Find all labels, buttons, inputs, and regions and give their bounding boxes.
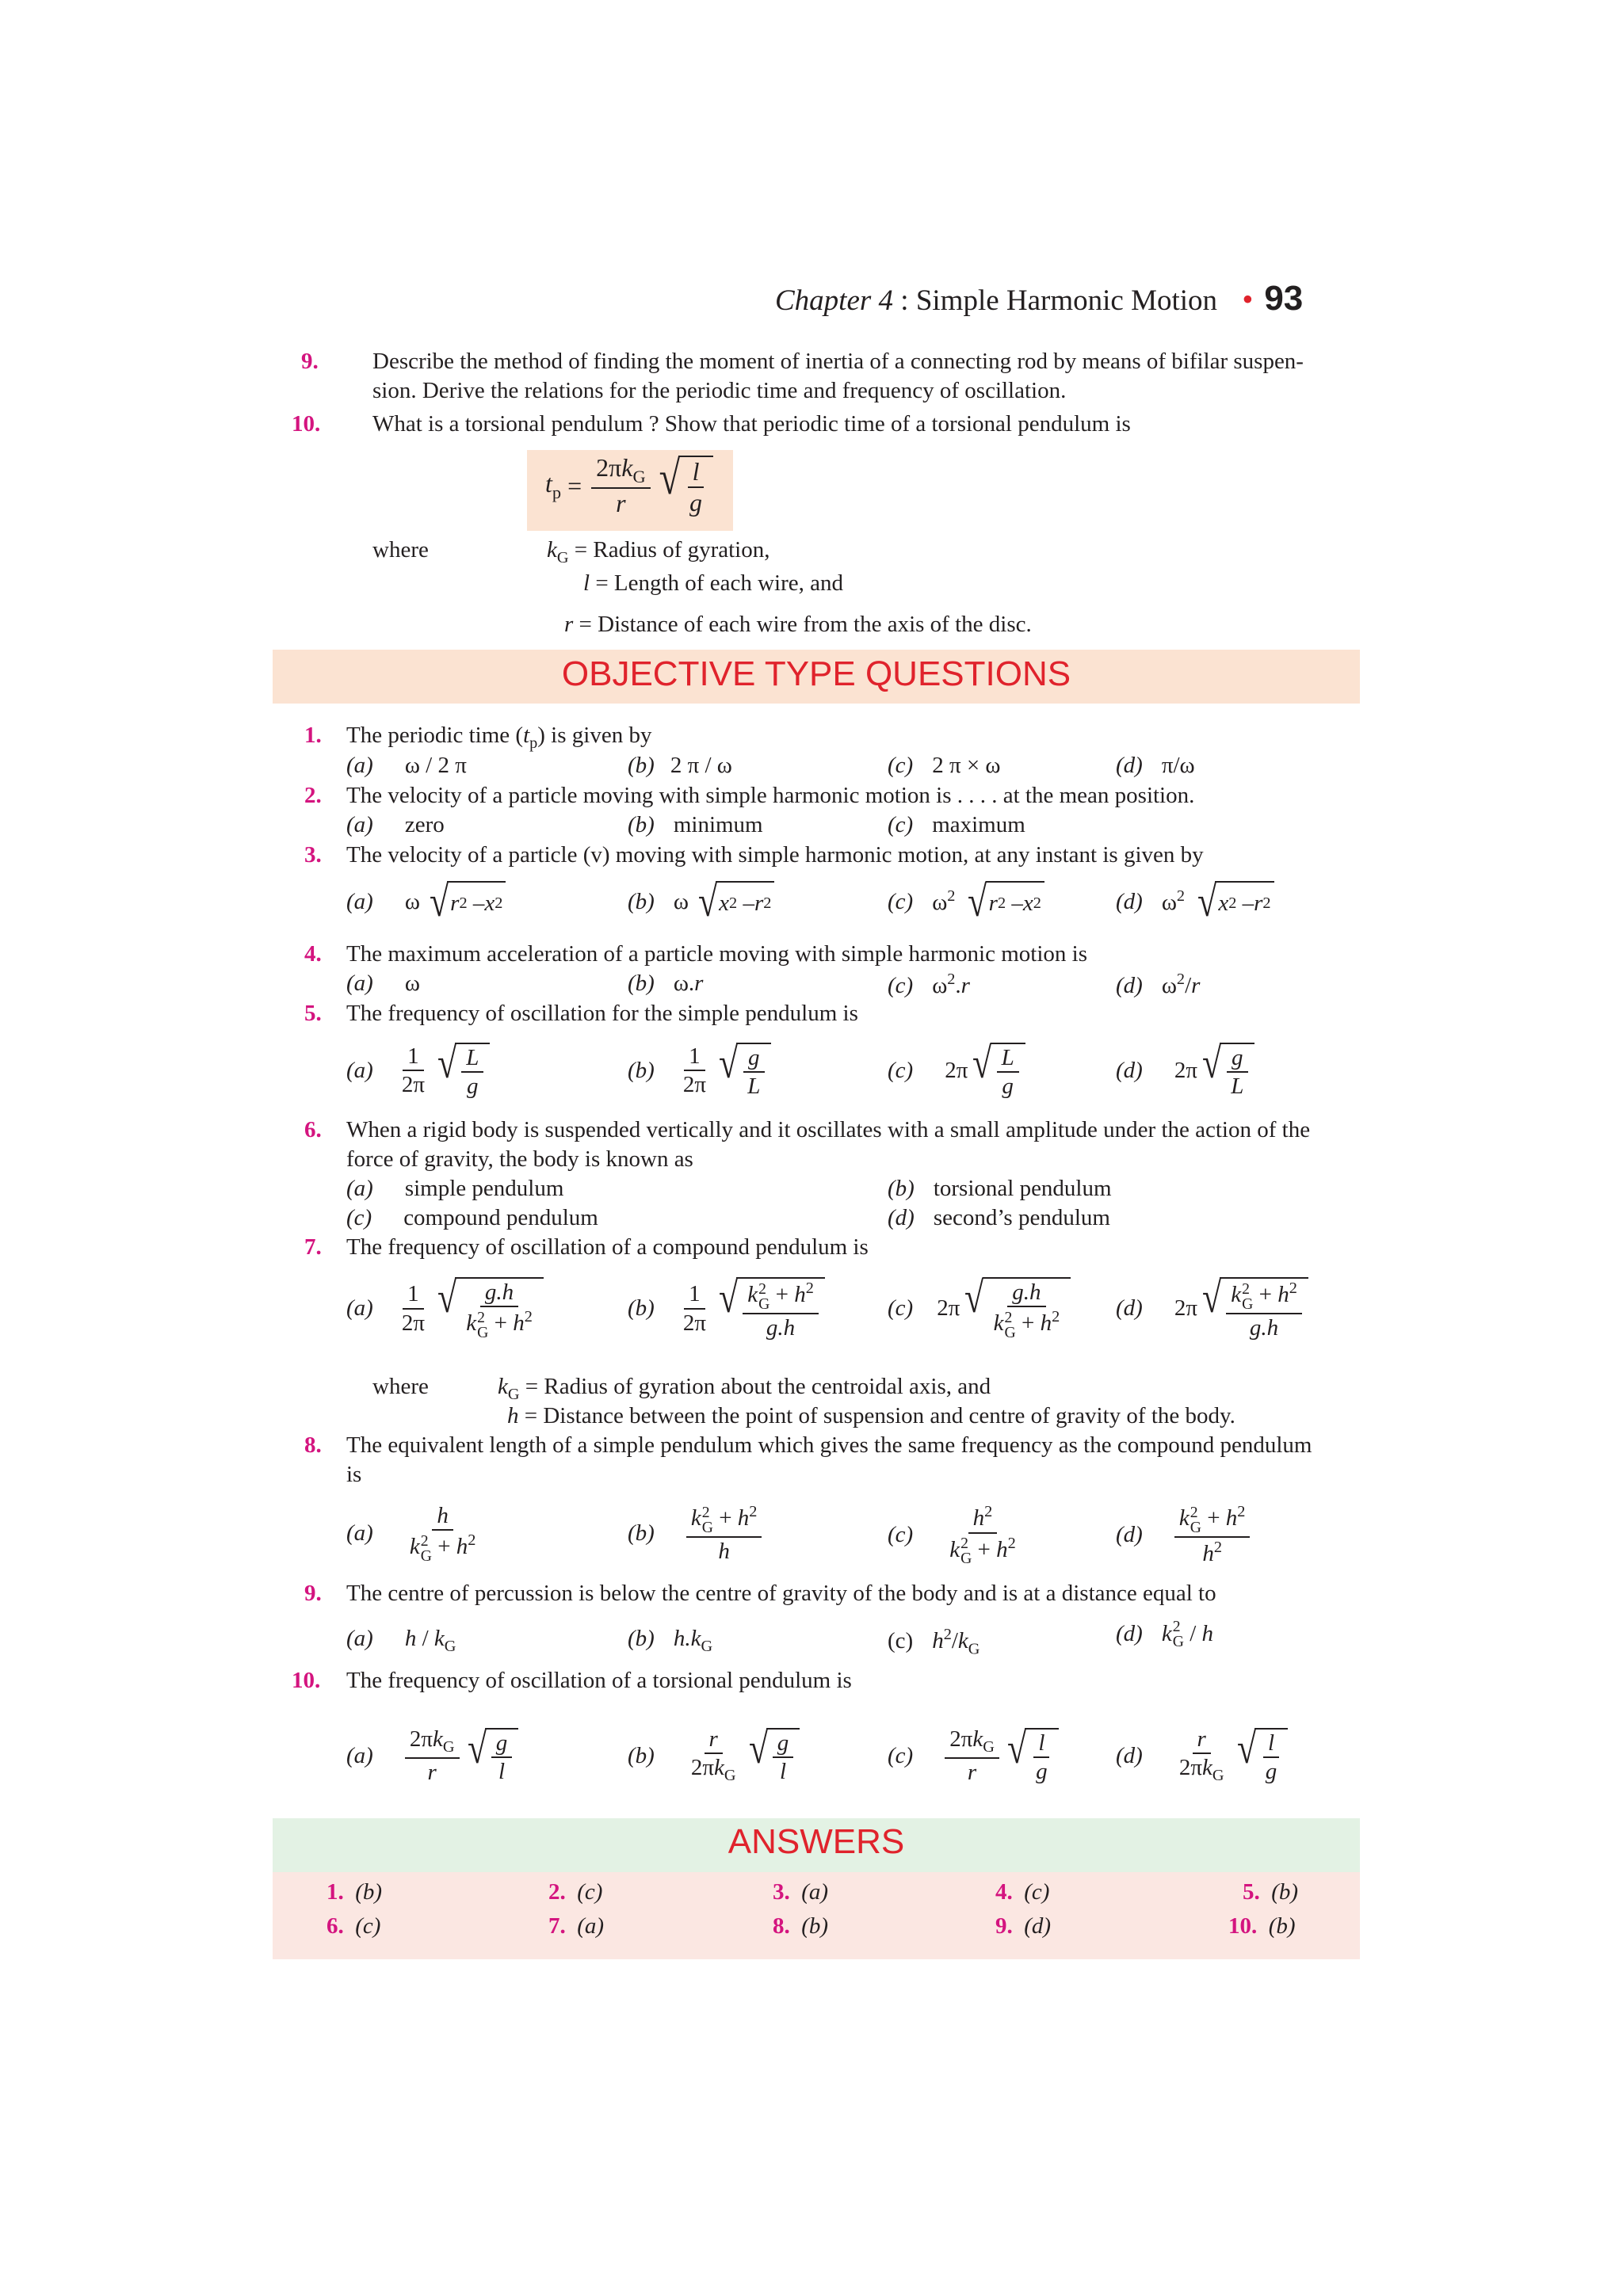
- q7-option-d: (d) 2π √ k 2 G + $h^2$ g.h: [1116, 1277, 1308, 1341]
- page-number: 93: [1264, 279, 1304, 318]
- theory-q10-text: What is a torsional pendulum ? Show that periodic time of a torsional pendulum is: [372, 411, 1131, 437]
- chapter-title: Simple Harmonic Motion: [915, 284, 1218, 317]
- q1-number: 1.: [304, 723, 322, 748]
- q5-option-c: (c) 2π √ $\frac{L}{g}$: [888, 1043, 1025, 1099]
- q9-option-d: (d) k 2 G / h: [1116, 1618, 1213, 1650]
- q6-option-d: (d) second’s pendulum: [888, 1205, 1110, 1230]
- q7-definition-kg: $k_G$ = Radius of gyration about the centroidal axis, and: [498, 1374, 991, 1404]
- q4-text: The maximum acceleration of a particle moving with simple harmonic motion is: [346, 941, 1087, 967]
- answers-title: ANSWERS: [727, 1822, 905, 1861]
- q1-option-b: (b) 2 π / ω: [628, 753, 732, 778]
- q2-option-a: (a) zero: [346, 812, 445, 837]
- definition-l: l = Length of each wire, and: [583, 570, 843, 596]
- q8-option-b: (b) k 2 G + $h^2$ h: [628, 1504, 765, 1564]
- q2-option-c: (c) maximum: [888, 812, 1025, 837]
- q1-option-c: (c) 2 π × ω: [888, 753, 1001, 778]
- q10-option-d: (d) $\frac{r}{2\pi k_G}$ √ $\frac{l}{g}$: [1116, 1727, 1288, 1785]
- q9-text: The centre of percussion is below the centre of gravity of the body and is at a distance equal to: [346, 1581, 1216, 1606]
- q3-text: The velocity of a particle (v) moving with simple harmonic motion, at any instant is given by: [346, 842, 1204, 868]
- chapter-label: Chapter 4: [775, 284, 894, 317]
- q10-option-c: (c) $\frac{2\pi k_G}{r}$ √ $\frac{l}{g}$: [888, 1727, 1059, 1785]
- q9-number: 9.: [304, 1581, 322, 1606]
- q4-number: 4.: [304, 941, 322, 967]
- theory-q9-line1: Describe the method of finding the moment of inertia of a connecting rod by means of bifilar suspen-: [372, 349, 1304, 374]
- theory-where: where: [372, 537, 429, 563]
- q9-option-a: (a) h / $k_G$: [346, 1626, 456, 1656]
- q3-option-a: (a) ω √ r 2 – x 2: [346, 881, 506, 922]
- q8-option-a: (a) h k 2 G + $h^2$: [346, 1503, 476, 1565]
- q9-option-c: (c) $h^2/k_G$: [888, 1626, 980, 1658]
- q1-text: The periodic time $(t_p)$ is given by: [346, 723, 652, 753]
- q6-number: 6.: [304, 1117, 322, 1142]
- q4-option-a: (a) ω: [346, 971, 420, 996]
- q6-option-b: (b) torsional pendulum: [888, 1176, 1112, 1201]
- q7-definition-h: h = Distance between the point of suspension and centre of gravity of the body.: [507, 1403, 1235, 1428]
- q8-line2: is: [346, 1462, 362, 1487]
- answer-item: 8. (b): [773, 1913, 829, 1939]
- theory-q9-line2: sion. Derive the relations for the periodic time and frequency of oscillation.: [372, 378, 1067, 403]
- q4-option-c: (c) $\omega^2.r$: [888, 971, 970, 999]
- q4-option-d: (d) $\omega^2/r$: [1116, 971, 1201, 999]
- answer-item: 10. (b): [1228, 1913, 1296, 1939]
- answer-item: 1. (b): [327, 1879, 383, 1905]
- q10-option-a: (a) $\frac{2\pi k_G}{r}$ √ $\frac{g}{l}$: [346, 1727, 518, 1785]
- q5-option-a: (a) $\frac{1}{2\pi}$ √ $\frac{L}{g}$: [346, 1043, 490, 1099]
- definition-kg: $k_G$ = Radius of gyration,: [547, 537, 770, 567]
- q8-option-c: (c) $h^2$ k 2 G + $h^2$: [888, 1503, 1016, 1568]
- answer-item: 9. (d): [995, 1913, 1052, 1939]
- q6-option-c: (c) compound pendulum: [346, 1205, 598, 1230]
- q6-line1: When a rigid body is suspended vertically and it oscillates with a small amplitude under the action of the: [346, 1117, 1311, 1142]
- q7-number: 7.: [304, 1234, 322, 1260]
- q7-text: The frequency of oscillation of a compound pendulum is: [346, 1234, 869, 1260]
- q2-option-b: (b) minimum: [628, 812, 763, 837]
- q5-option-d: (d) 2π √ $\frac{g}{L}$: [1116, 1043, 1254, 1099]
- q1-option-a: (a) ω / 2 π: [346, 753, 467, 778]
- q8-line1: The equivalent length of a simple pendulum which gives the same frequency as the compound pendulum: [346, 1432, 1312, 1458]
- q7-option-b: (b) $\frac{1}{2\pi}$ √ k 2 G + $h^2$ g.h: [628, 1277, 825, 1341]
- running-header: [775, 279, 1303, 318]
- theory-q9-number: 9.: [301, 349, 319, 374]
- q7-where: where: [372, 1374, 429, 1399]
- q1-option-d: (d) π/ω: [1116, 753, 1195, 778]
- q2-text: The velocity of a particle moving with simple harmonic motion is . . . . at the mean position.: [346, 783, 1195, 808]
- q3-option-c: (c) $\omega^2$ √ r 2 – x 2: [888, 881, 1044, 922]
- header-bullet: •: [1242, 281, 1254, 317]
- q5-option-b: (b) $\frac{1}{2\pi}$ √ $\frac{g}{L}$: [628, 1043, 771, 1099]
- q2-number: 2.: [304, 783, 322, 808]
- q4-option-b: (b) ω.r: [628, 971, 704, 996]
- answer-item: 4. (c): [995, 1879, 1050, 1905]
- q6-line2: force of gravity, the body is known as: [346, 1146, 693, 1172]
- q3-number: 3.: [304, 842, 322, 868]
- q5-text: The frequency of oscillation for the simple pendulum is: [346, 1001, 858, 1026]
- objective-title: OBJECTIVE TYPE QUESTIONS: [561, 654, 1071, 693]
- q10-text: The frequency of oscillation of a torsional pendulum is: [346, 1668, 852, 1693]
- q7-option-a: (a) $\frac{1}{2\pi}$ √ g.h k 2 G + $h^2$: [346, 1277, 544, 1341]
- definition-r: r = Distance of each wire from the axis of the disc.: [564, 612, 1032, 637]
- q5-number: 5.: [304, 1001, 322, 1026]
- answer-item: 7. (a): [548, 1913, 605, 1939]
- q8-option-d: (d) k 2 G + $h^2$ $h^2$: [1116, 1504, 1253, 1566]
- periodic-time-formula: $t_p$ = $\frac{2\pi k_G}{r}$ √ $\frac{l}{g}$: [545, 455, 713, 517]
- q10-number: 10.: [292, 1668, 321, 1693]
- q7-option-c: (c) 2π √ g.h k 2 G + $h^2$: [888, 1277, 1071, 1341]
- answer-item: 5. (b): [1243, 1879, 1299, 1905]
- q3-option-b: (b) ω √ x 2 – r 2: [628, 881, 774, 922]
- q6-option-a: (a) simple pendulum: [346, 1176, 564, 1201]
- header-separator: :: [893, 284, 916, 317]
- q9-option-b: (b) $h.k_G$: [628, 1626, 713, 1656]
- answer-item: 2. (c): [548, 1879, 603, 1905]
- q3-option-d: (d) $\omega^2$ √ x 2 – r 2: [1116, 881, 1274, 922]
- answer-item: 3. (a): [773, 1879, 829, 1905]
- answer-item: 6. (c): [327, 1913, 381, 1939]
- q10-option-b: (b) $\frac{r}{2\pi k_G}$ √ $\frac{g}{l}$: [628, 1727, 800, 1785]
- theory-q10-number: 10.: [292, 411, 321, 437]
- q8-number: 8.: [304, 1432, 322, 1458]
